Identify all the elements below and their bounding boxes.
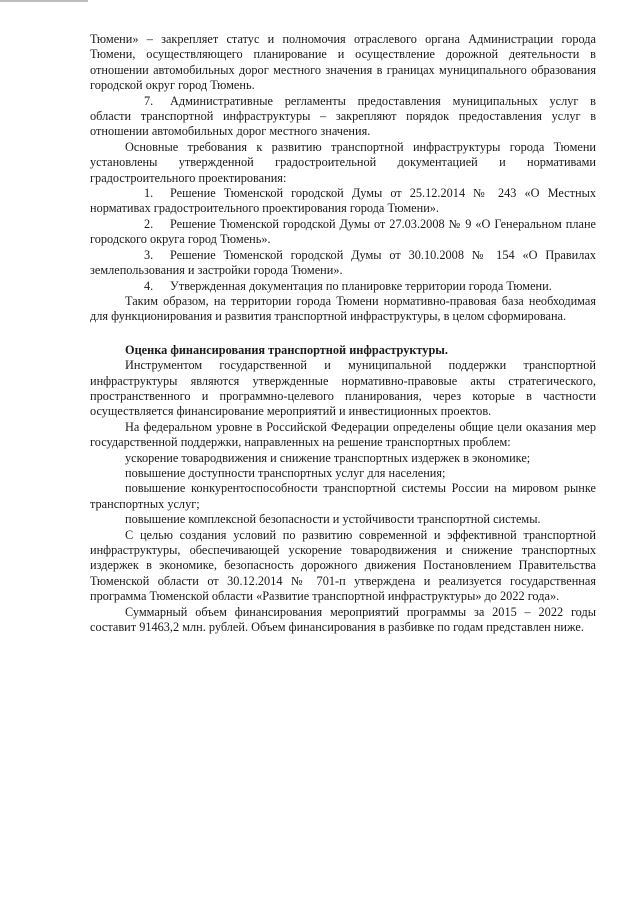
list-number: 3. [144,247,154,262]
list-item-4 [90,279,596,294]
goal-item-2: повышение доступности транспортных услуг для населения; [125,465,446,480]
list-item-1 [90,186,596,217]
list-text: Решение Тюменской городской Думы от 30.10.2008 № 154 «О Правилах землепользования и застройки города Тюмени». [90,247,596,278]
list-number: 7. [144,93,154,108]
paragraph-4: Инструментом государственной и муниципальной поддержки транспортной инфраструктуры являются утвержденные нормативно-правовые акты стратегического, пространственного и программно-целевого планирования, через которые в частности осуществляется финансирование мероприятий и инвестиционных проектов. [90,358,596,419]
section-heading: Оценка финансирования транспортной инфраструктуры. [125,342,448,357]
goal-item-3: повышение конкурентоспособности транспортной системы России на мировом рынке транспортных услуг; [90,481,596,511]
paragraph-3: Таким образом, на территории города Тюмени нормативно-правовая база необходимая для функционирования и развития транспортной инфраструктуры, в целом сформирована. [90,293,596,324]
list-item-7 [90,94,596,140]
paragraph-7: Суммарный объем финансирования мероприятий программы за 2015 – 2022 годы составит 91463,2 млн. рублей. Объем финансирования в разбивке по годам представлен ниже. [90,604,596,635]
list-number: 4. [144,278,154,293]
goal-item-1: ускорение товародвижения и снижение транспортных издержек в экономике; [125,450,531,465]
list-item-2 [90,217,596,248]
page-edge-line [0,0,88,2]
document-body [90,32,596,635]
list-text: Решение Тюменской городской Думы от 25.12.2014 № 243 «О Местных нормативах градостроительного проектирования города Тюмени». [90,186,596,216]
list-text: Утвержденная документация по планировке территории города Тюмени. [170,278,552,293]
paragraph-2: Основные требования к развитию транспортной инфраструктуры города Тюмени установлены утвержденной градостроительной документацией и нормативами градостроительного проектирования: [90,139,596,185]
paragraph-6: С целью создания условий по развитию современной и эффективной транспортной инфраструктуры, обеспечивающей ускорение товародвижения и снижение транспортных издержек в экономике, безопасность дорожного движения Постановлением Правительства Тюменской области от 30.12.2014 № 701-п утверждена и реализуется государственная программа Тюменской области «Развитие транспортной инфраструктуры» до 2022 года». [90,527,596,604]
paragraph-5: На федеральном уровне в Российской Федерации определены общие цели оказания мер государственной поддержки, направленных на решение транспортных проблем: [90,419,596,450]
list-item-3 [90,248,596,279]
paragraph-1: Тюмени» – закрепляет статус и полномочия отраслевого органа Администрации города Тюмени, осуществляющего планирование и осуществление дорожной деятельности в отношении автомобильных дорог местного значения в границах муниципального образования городской округ город Тюмень. [90,32,596,93]
goal-item-4: повышение комплексной безопасности и устойчивости транспортной системы. [125,512,541,527]
list-number: 1. [144,186,154,201]
list-number: 2. [144,216,154,231]
list-text: Административные регламенты предоставления муниципальных услуг в области транспортной инфраструктуры – закрепляют порядок предоставления услуг в отношении автомобильных дорог местного значения. [90,93,596,139]
list-text: Решение Тюменской городской Думы от 27.03.2008 № 9 «О Генеральном плане городского округа город Тюмень». [90,216,596,247]
